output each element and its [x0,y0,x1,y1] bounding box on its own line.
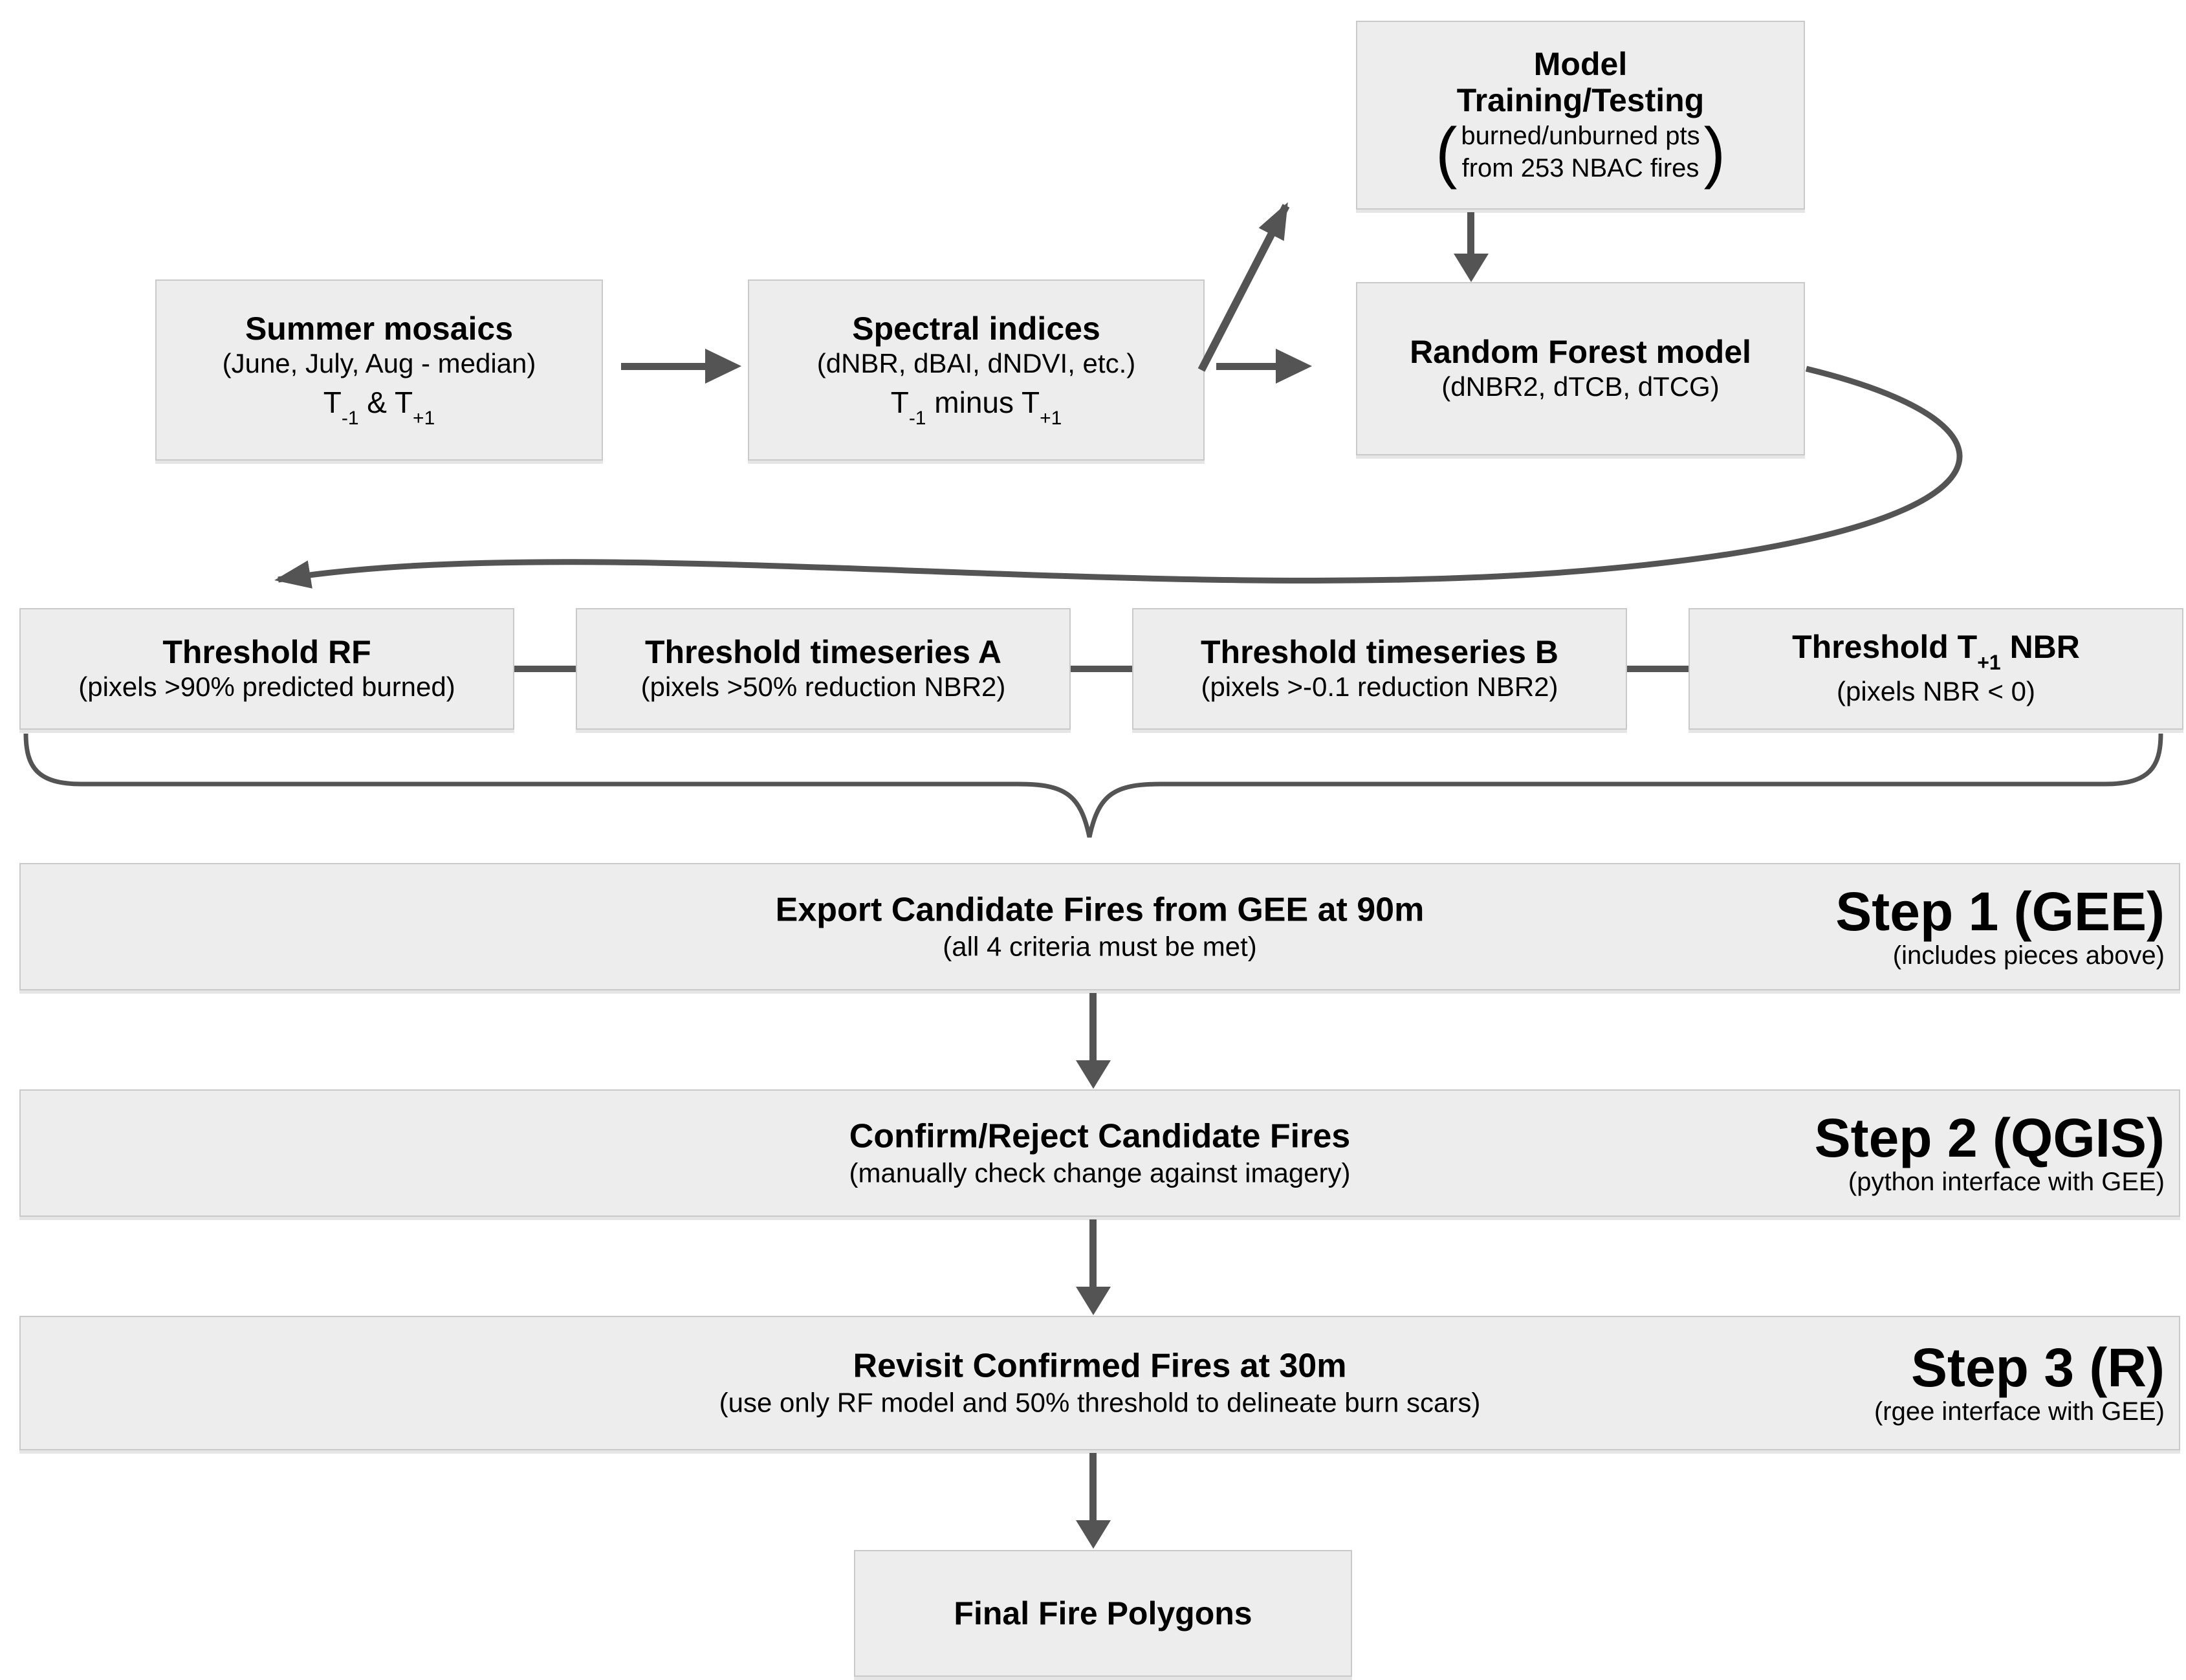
model-training-paren-block [1432,114,1729,190]
spectral-indices-formula [891,385,1062,430]
paren-right: ) [1703,114,1725,190]
formula-sub1: -1 [341,407,359,429]
step-3-title: Revisit Confirmed Fires at 30m [853,1347,1347,1385]
step-2-label-block [1815,1109,2165,1197]
arrow-step3-to-final-line [1089,1453,1097,1520]
model-training-title-line2: Training/Testing [1456,82,1705,118]
threshold-t1-subtitle: (pixels NBR < 0) [1837,676,2035,707]
step-2-subtitle: (manually check change against imagery) [849,1157,1351,1188]
step-3-bar [19,1316,2180,1450]
formula-sub2: +1 [1040,407,1062,429]
step-1-subtitle: (all 4 criteria must be met) [943,931,1257,962]
threshold-t1-title-pre: Threshold T [1792,629,1978,666]
random-forest-title: Random Forest model [1410,333,1751,370]
threshold-rf-box [19,608,514,730]
arrow-step1-to-step2-line [1089,993,1097,1060]
random-forest-subtitle: (dNBR2, dTCB, dTCG) [1441,371,1720,402]
model-training-paren-text [1461,120,1700,184]
random-forest-box [1356,282,1805,455]
threshold-b-subtitle: (pixels >-0.1 reduction NBR2) [1201,671,1558,702]
step-3-label: Step 3 (R) [1910,1336,2165,1398]
formula-mid: & [367,385,387,419]
step-3-subtitle: (use only RF model and 50% threshold to delineate burn scars) [719,1387,1481,1418]
spectral-indices-box [748,279,1205,461]
brace-thresholds-to-step1 [26,734,2161,837]
step-3-label-block [1874,1336,2165,1427]
step-3-center [21,1346,2179,1421]
arrow-spectral-to-rf-line [1216,363,1276,370]
arrow-step2-to-step3-line [1089,1219,1097,1287]
formula-t1: T [890,385,909,419]
arrow-training-to-rf-head [1454,254,1489,282]
threshold-rf-subtitle: (pixels >90% predicted burned) [78,671,455,702]
threshold-connector-3 [1627,666,1689,672]
arrow-step1-to-step2-head [1076,1060,1111,1089]
formula-mid: minus [934,385,1014,419]
spectral-indices-title: Spectral indices [852,311,1100,347]
threshold-t1-title-post: NBR [2009,629,2080,666]
summer-mosaics-title: Summer mosaics [245,311,514,347]
step-1-label: Step 1 (GEE) [1835,880,2165,942]
formula-t2: T [394,385,413,419]
arrow-step2-to-step3-head [1076,1287,1111,1315]
threshold-timeseries-a-box [576,608,1071,730]
step-1-label-sub: (includes pieces above) [1892,941,2165,970]
arrow-spectral-to-training-diagonal [1201,206,1286,370]
step-2-label: Step 2 (QGIS) [1814,1107,2165,1168]
summer-mosaics-formula [323,385,435,430]
step-2-title: Confirm/Reject Candidate Fires [849,1117,1351,1155]
step-3-label-sub: (rgee interface with GEE) [1874,1397,2165,1426]
arrow-summer-to-spectral-head [705,349,741,384]
spectral-indices-subtitle: (dNBR, dBAI, dNDVI, etc.) [816,348,1136,379]
formula-sub1: -1 [908,407,926,429]
threshold-connector-1 [514,666,576,672]
formula-t1: T [323,385,342,419]
step-2-label-sub: (python interface with GEE) [1848,1167,2165,1196]
threshold-connector-2 [1071,666,1132,672]
threshold-t1-title [1792,629,2080,675]
arrow-summer-to-spectral-line [621,363,705,370]
arrow-step3-to-final-head [1076,1520,1111,1549]
arrow-spectral-to-rf-head [1276,349,1312,384]
threshold-a-subtitle: (pixels >50% reduction NBR2) [640,671,1006,702]
summer-mosaics-box [155,279,603,461]
paren-left: ( [1436,114,1458,190]
formula-sub2: +1 [413,407,435,429]
threshold-t1-title-subscript: +1 [1977,651,2001,675]
step-2-bar [19,1089,2180,1217]
threshold-t1-nbr-box [1689,608,2183,730]
step-1-title: Export Candidate Fires from GEE at 90m [775,891,1425,929]
threshold-timeseries-b-box [1132,608,1627,730]
threshold-rf-title: Threshold RF [162,633,371,670]
paren-line-2: from 253 NBAC fires [1461,154,1700,182]
arrow-training-to-rf-line [1467,212,1474,254]
formula-t2: T [1021,385,1040,419]
model-training-title-line1: Model [1533,46,1628,82]
step-1-bar [19,863,2180,990]
threshold-b-title: Threshold timeseries B [1201,633,1558,670]
final-fire-polygons-box [854,1550,1352,1677]
summer-mosaics-subtitle: (June, July, Aug - median) [222,348,536,379]
final-title: Final Fire Polygons [954,1595,1252,1631]
threshold-a-title: Threshold timeseries A [644,633,1002,670]
model-training-box [1356,21,1805,210]
paren-line-1: burned/unburned pts [1461,122,1700,150]
step-1-label-block [1835,882,2165,970]
